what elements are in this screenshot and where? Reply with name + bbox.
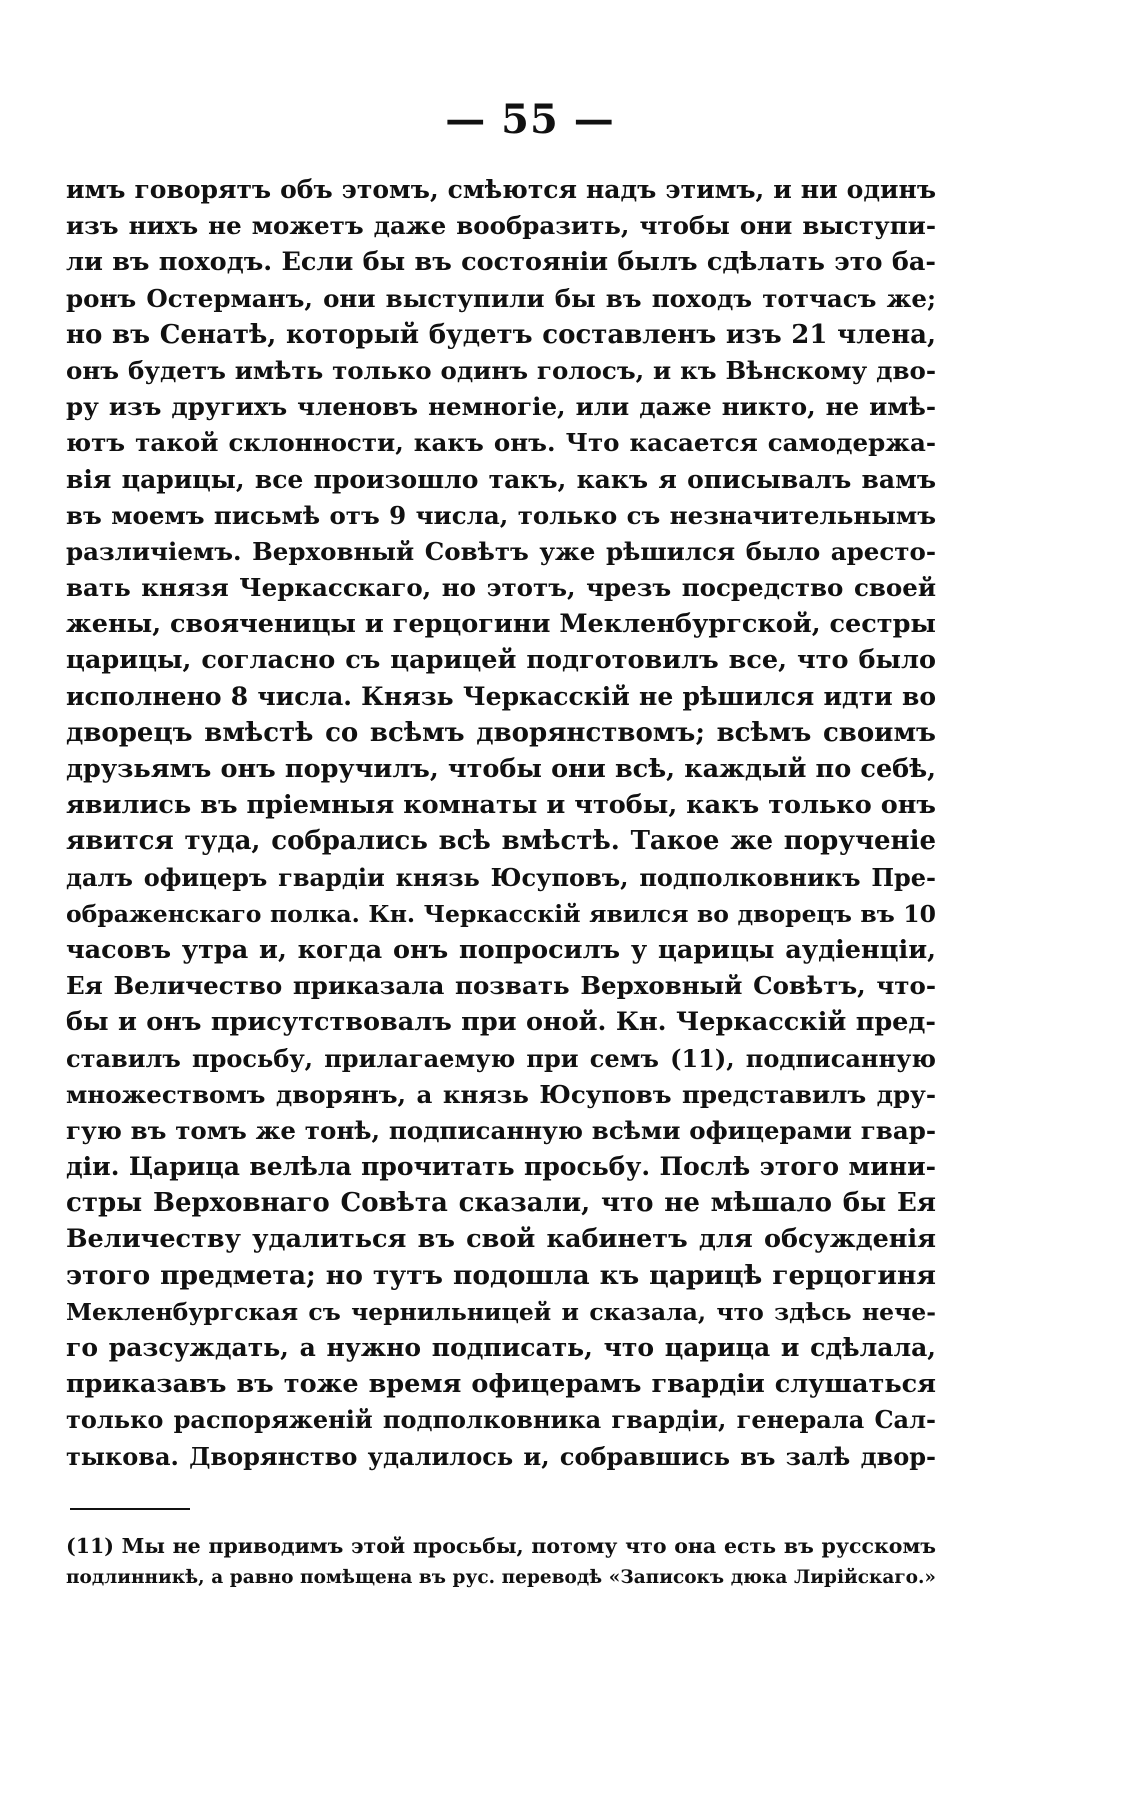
text-line: явились въ прiемныя комнаты и чтобы, какъ только онъ (66, 790, 936, 821)
text-line: друзьямъ онъ поручилъ, чтобы они всѣ, каждый по себѣ, (66, 754, 936, 784)
text-line: бы и онъ присутствовалъ при оной. Кн. Черкасскiй пред- (66, 1007, 936, 1038)
text-line: имъ говорятъ объ этомъ, смѣются надъ этимъ, и ни одинъ (66, 175, 936, 204)
text-line: Величеству удалиться въ свой кабинетъ для обсужденiя (66, 1224, 936, 1255)
text-line: вiя царицы, все произошло такъ, какъ я описывалъ вамъ (66, 464, 936, 494)
footnotes (66, 1530, 936, 1594)
text-line: ру изъ другихъ членовъ немногiе, или даже никто, не имѣ- (66, 392, 936, 422)
text-line: ютъ такой склонности, какъ онъ. Что касается самодержа- (66, 428, 936, 458)
text-line: часовъ утра и, когда онъ попросилъ у царицы аудiенцiи, (66, 934, 936, 965)
text-line: далъ офицеръ гвардiи князь Юсуповъ, подполковникъ Пре- (66, 862, 936, 892)
text-line: множествомъ дворянъ, а князь Юсуповъ представилъ дру- (66, 1079, 936, 1109)
footnote-line: подлинникѣ, а равно помѣщена въ рус. переводѣ «Записокъ дюка Лирiйскаго.» (66, 1567, 936, 1588)
text-line: ли въ походъ. Если бы въ состоянiи былъ сдѣлать это ба- (66, 247, 936, 278)
footnote-rule (70, 1508, 190, 1510)
text-line: дiи. Царица велѣла прочитать просьбу. Послѣ этого мини- (66, 1152, 936, 1182)
text-line: исполнено 8 числа. Князь Черкасскiй не рѣшился идти во (66, 681, 936, 711)
text-line: дворецъ вмѣстѣ со всѣмъ дворянствомъ; всѣмъ своимъ (66, 717, 936, 748)
text-line: явится туда, собрались всѣ вмѣстѣ. Такое же порученiе (66, 826, 936, 857)
text-line: только распоряженiй подполковника гвардiи, генерала Сал- (66, 1405, 936, 1435)
text-line: гую въ томъ же тонѣ, подписанную всѣми офицерами гвар- (66, 1115, 936, 1145)
text-line: вать князя Черкасскаго, но этотъ, чрезъ посредство своей (66, 573, 936, 603)
text-line: тыкова. Дворянство удалилось и, собравшись въ залѣ двор- (66, 1441, 936, 1471)
text-line: различiемъ. Верховный Совѣтъ уже рѣшился было аресто- (66, 536, 936, 566)
footnote-line: (11) Мы не приводимъ этой просьбы, потому что она есть въ русскомъ (66, 1534, 936, 1558)
text-line: стры Верховнаго Совѣта сказали, что не мѣшало бы Ея (66, 1188, 936, 1219)
text-line: Мекленбургская съ чернильницей и сказала, что здѣсь нече- (66, 1297, 936, 1326)
text-line: Ея Величество приказала позвать Верховный Совѣтъ, что- (66, 971, 936, 1001)
text-line: этого предмета; но тутъ подошла къ царицѣ герцогиня (66, 1259, 936, 1291)
text-line: въ моемъ письмѣ отъ 9 числа, только съ незначительнымъ (66, 500, 936, 530)
text-line: ставилъ просьбу, прилагаемую при семъ (11), подписанную (66, 1043, 936, 1073)
text-line: ображенскаго полка. Кн. Черкасскiй явился во дворецъ въ 10 (66, 899, 936, 928)
text-line: приказавъ въ тоже время офицерамъ гвардiи слушаться (66, 1369, 936, 1400)
text-line: го разсуждать, а нужно подписать, что царица и сдѣлала, (66, 1333, 936, 1362)
text-line: онъ будетъ имѣть только одинъ голосъ, и къ Вѣнскому дво- (66, 355, 936, 385)
text-line: изъ нихъ не можетъ даже вообразить, чтобы они выступи- (66, 211, 936, 241)
body-text (66, 172, 936, 1475)
text-line: жены, свояченицы и герцогини Мекленбургской, сестры (66, 609, 936, 640)
text-line: но въ Сенатѣ, который будетъ составленъ изъ 21 члена, (66, 319, 936, 350)
page-number: — 55 — (445, 96, 615, 143)
text-line: ронъ Остерманъ, они выступили бы въ походъ тотчасъ же; (66, 283, 936, 313)
text-line: царицы, согласно съ царицей подготовилъ все, что было (66, 645, 936, 676)
